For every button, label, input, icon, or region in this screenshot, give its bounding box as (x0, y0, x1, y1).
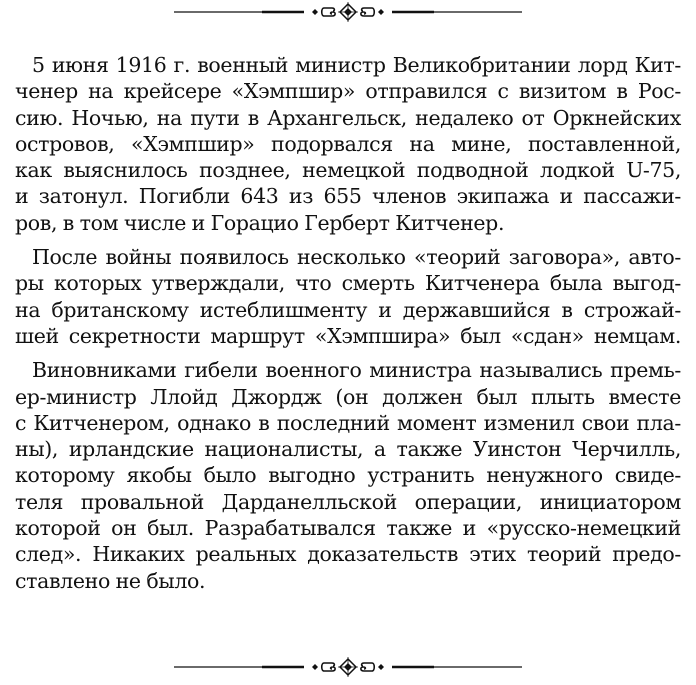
text-line: островов, «Хэмпшир» подорвался на мине, поставленной, (15, 131, 681, 156)
text-line: ер-министр Ллойд Джордж (он должен был плыть вместе (15, 384, 681, 409)
text-line: след». Никаких реальных доказательств этих теорий предо- (15, 542, 681, 567)
text-line: с Китченером, однако в последний момент изменил свои пла- (15, 410, 681, 435)
paragraph-1 (15, 52, 681, 236)
paragraph-3 (15, 357, 681, 594)
ornament-icon (172, 657, 524, 677)
text-line: После войны появилось несколько «теорий заговора», авто- (32, 245, 681, 270)
text-line: ров, в том числе и Горацио Герберт Китченер. (15, 210, 505, 235)
text-line: на британскому истеблишменту и державшийся в строжай- (15, 297, 681, 322)
text-line: ры которых утверждали, что смерть Китченера была выгод- (15, 271, 681, 296)
text-line: 5 июня 1916 г. военный министр Великобритании лорд Кит- (32, 53, 681, 77)
text-line: ставлено не было. (15, 568, 206, 593)
text-line: как выяснилось позднее, немецкой подводной лодкой U-75, (15, 158, 681, 183)
document-body (15, 52, 681, 602)
text-line: сию. Ночью, на пути в Архангельск, недалеко от Оркнейских (15, 105, 681, 130)
text-line: и затонул. Погибли 643 из 655 членов экипажа и пассажи- (15, 184, 681, 209)
text-line: которой он был. Разрабатывался также и «русско-немецкий (15, 516, 681, 541)
text-line: шей секретности маршрут «Хэмпшира» был «сдан» немцам. (15, 323, 681, 348)
top-ornamental-divider (172, 2, 524, 22)
ornament-icon (172, 2, 524, 22)
text-line: Виновниками гибели военного министра назывались премь- (32, 358, 681, 383)
text-line: ченер на крейсере «Хэмпшир» отправился с визитом в Рос- (15, 79, 681, 104)
paragraph-2 (15, 244, 681, 349)
bottom-ornamental-divider (172, 657, 524, 677)
text-line: ны), ирландские националисты, а также Уинстон Черчилль, (15, 437, 681, 462)
text-line: теля провальной Дарданелльской операции, инициатором (15, 489, 681, 514)
text-line: которому якобы было выгодно устранить ненужного свиде- (15, 463, 681, 488)
